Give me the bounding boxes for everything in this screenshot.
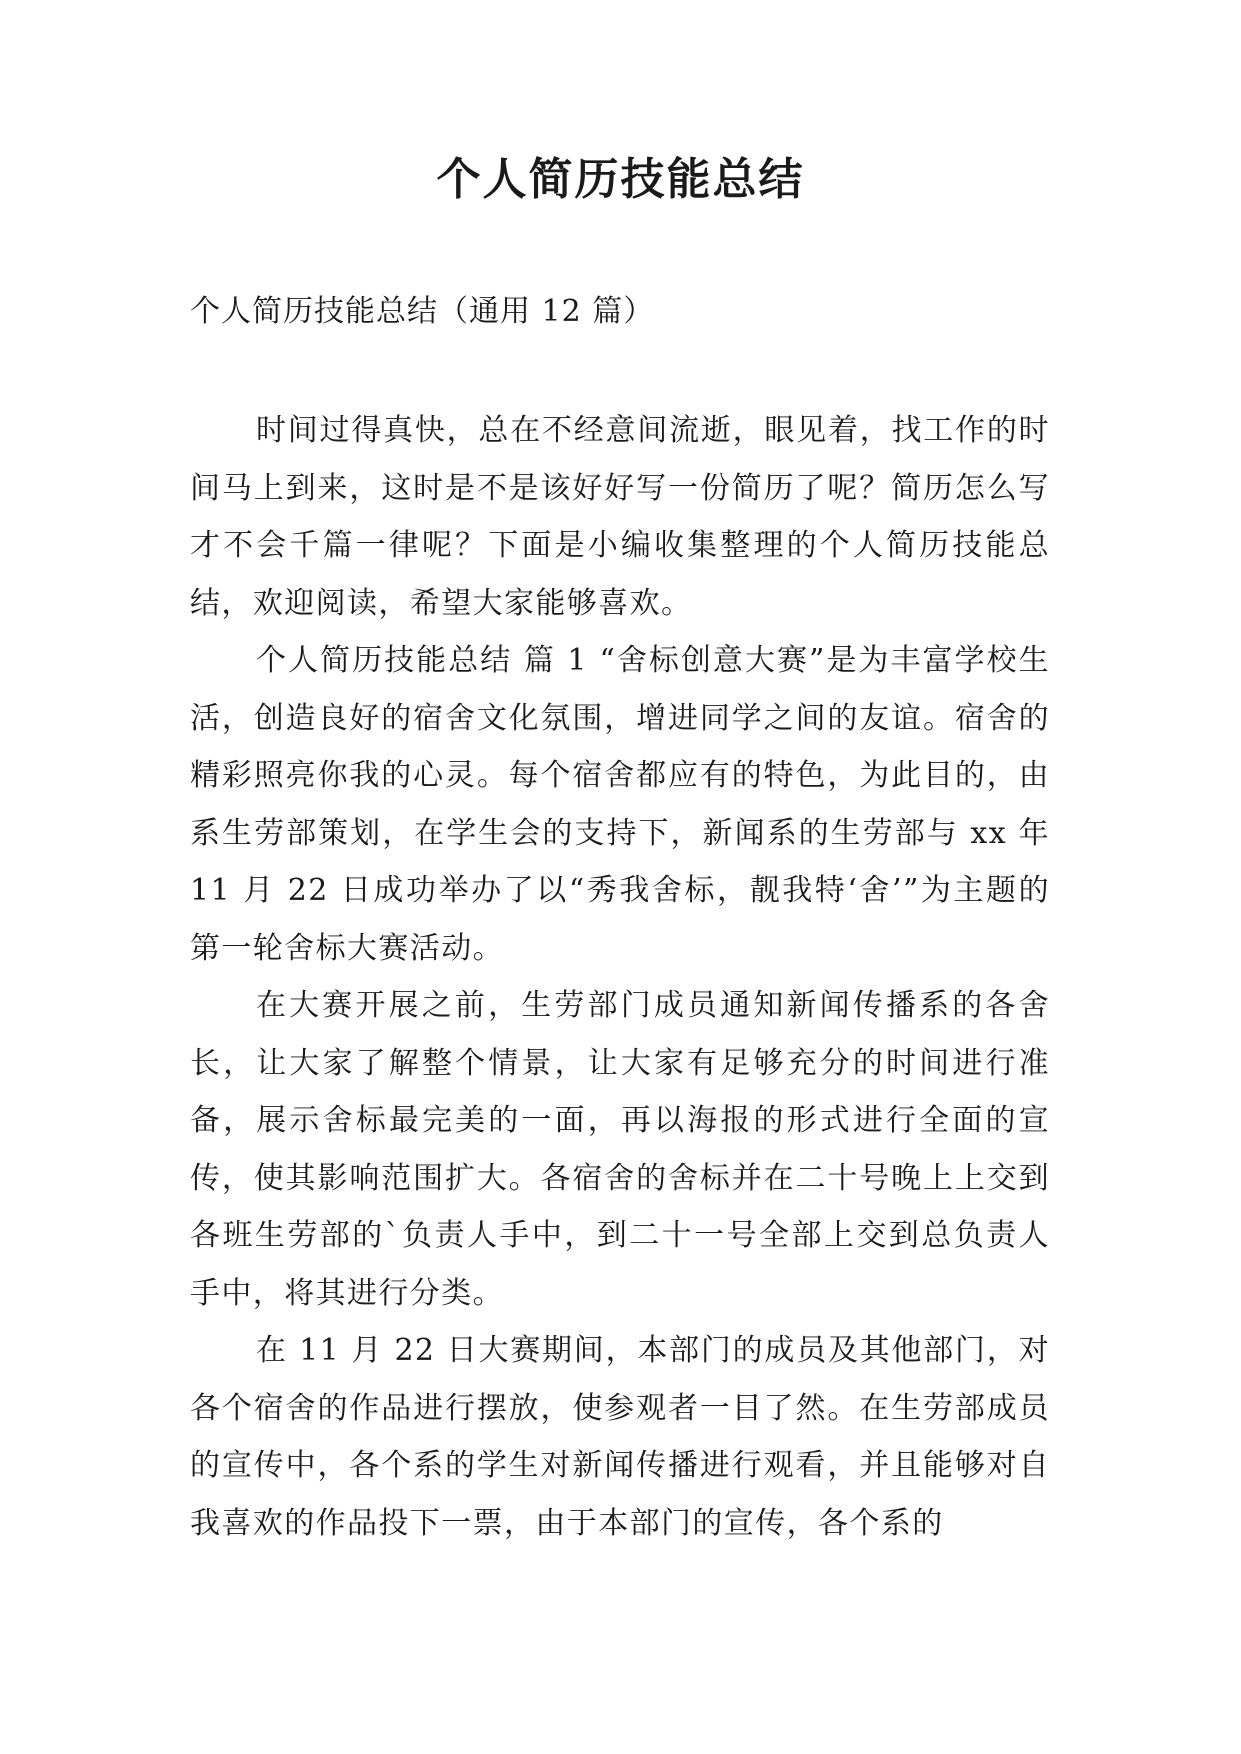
paragraph-1: 个人简历技能总结 篇 1 “舍标创意大赛”是为丰富学校生活，创造良好的宿舍文化氛围，增进同学之间的友谊。宿舍的精彩照亮你我的心灵。每个宿舍都应有的特色，为此目的，由系生劳部策划，在学生会的支持下，新闻系的生劳部与 xx 年 11 月 22 日成功举办了以“秀我舍标，靓我特‘舍’”为主题的第一轮舍标大赛活动。 bbox=[190, 643, 1050, 966]
document-subtitle: 个人简历技能总结（通用 12 篇） bbox=[190, 294, 655, 329]
document-title: 个人简历技能总结 bbox=[436, 154, 805, 205]
paragraph-intro: 时间过得真快，总在不经意间流逝，眼见着，找工作的时间马上到来，这时是不是该好好写一份简历了呢？简历怎么写才不会千篇一律呢？下面是小编收集整理的个人简历技能总结，欢迎阅读，希望大家能够喜欢。 bbox=[190, 413, 1050, 621]
document-body bbox=[190, 402, 1050, 1552]
paragraph-2: 在大赛开展之前，生劳部门成员通知新闻传播系的各舍长，让大家了解整个情景，让大家有足够充分的时间进行准备，展示舍标最完美的一面，再以海报的形式进行全面的宣传，使其影响范围扩大。各宿舍的舍标并在二十号晚上上交到各班生劳部的`负责人手中，到二十一号全部上交到总负责人手中，将其进行分类。 bbox=[190, 988, 1050, 1311]
paragraph-3: 在 11 月 22 日大赛期间，本部门的成员及其他部门，对各个宿舍的作品进行摆放，使参观者一目了然。在生劳部成员的宣传中，各个系的学生对新闻传播进行观看，并且能够对自我喜欢的作品投下一票，由于本部门的宣传，各个系的 bbox=[190, 1333, 1050, 1541]
